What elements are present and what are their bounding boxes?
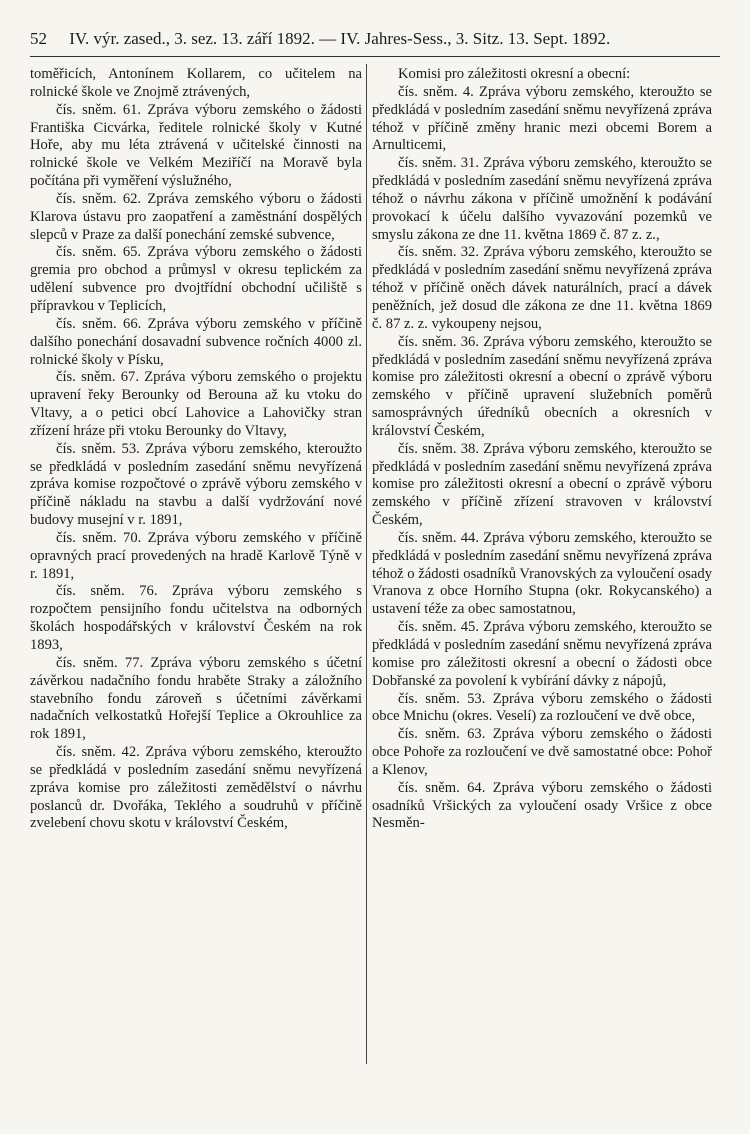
paragraph: čís. sněm. 61. Zpráva výboru zemského o žádosti Františka Cicvárka, ředitele rolnické školy v Kutné Hoře, aby mu léta ztrávená v učitelské činnosti na rolnické škole ve Velkém Meziříčí na Moravě byla počítána při vyměření výslužného, (30, 101, 362, 190)
paragraph: čís. sněm. 38. Zpráva výboru zemského, kteroužto se předkládá v posledním zasedání sněmu nevyřízená zpráva komise pro záležitosti okresní a obecní o zprávě výboru zemského v příčině zřízení stravoven v království Českém, (372, 440, 712, 529)
header-title-german: IV. Jahres-Sess., 3. Sitz. 13. Sept. 1892. (340, 29, 611, 48)
paragraph: toměřicích, Antonínem Kollarem, co učitelem na rolnické škole ve Znojmě ztrávených, (30, 66, 362, 100)
paragraph: čís. sněm. 31. Zpráva výboru zemského, kteroužto se předkládá v posledním zasedání sněmu nevyřízená zpráva téhož o návrhu zákona v příčině umožnění k podávání provokací k účelu dalšího vyvazování pozemků ve smyslu zákona ze dne 11. května 1869 č. 87 z. z., (372, 155, 712, 243)
paragraph: Komisi pro záležitosti okresní a obecní: (398, 66, 631, 82)
paragraph: čís. sněm. 66. Zpráva výboru zemského v příčině dalšího ponechání dosavadní subvence ročních 4000 zl. rolnické školy v Písku, (30, 315, 362, 368)
paragraph: čís. sněm. 63. Zpráva výboru zemského o žádosti obce Pohoře za rozloučení ve dvě samostatné obce: Pohoř a Klenov, (372, 726, 712, 778)
page-header (30, 22, 720, 57)
page-number: 52 (30, 29, 47, 48)
paragraph: čís. sněm. 65. Zpráva výboru zemského o žádosti gremia pro obchod a průmysl v okresu teplickém za udělení subvence pro dvojtřídní obchodní učiliště s přípravkou v Teplicích, (30, 244, 362, 314)
paragraph: čís. sněm. 62. Zpráva zemského výboru o žádosti Klarova ústavu pro zaopatření a zaměstnání dospělých slepců v Praze za další ponechání zemské subvence, (30, 190, 362, 243)
paragraph: čís. sněm. 45. Zpráva výboru zemského, kteroužto se předkládá v posledním zasedání sněmu nevyřízená zpráva komise pro záležitosti okresní a obecní o žádosti obce Dobřanské za povolení k vybírání dávky z nápojů, (372, 619, 712, 689)
paragraph: čís. sněm. 53. Zpráva výboru zemského, kteroužto se předkládá v posledním zasedání sněmu nevyřízená zpráva komise rozpočtové o zprávě výboru zemského v příčině nákladu na stavbu a další vydržování nové budovy musejní v r. 1891, (30, 440, 362, 529)
paragraph: čís. sněm. 53. Zpráva výboru zemského o žádosti obce Mnichu (okres. Veselí) za rozloučení ve dvě obce, (372, 690, 712, 725)
left-column (30, 66, 362, 833)
right-column (372, 66, 712, 833)
paragraph: čís. sněm. 64. Zpráva výboru zemského o žádosti osadníků Vršických za vyloučení osady Vršice z obce Nesměn- (372, 779, 712, 832)
paragraph: čís. sněm. 77. Zpráva výboru zemského s účetní závěrkou nadačního fondu hraběte Straky a záložního stavebního fondu zároveň s účetními závěrkami nadačních velkostatků Hořejší Teplice a Okrouhlice za rok 1891, (30, 654, 362, 743)
paragraph: čís. sněm. 44. Zpráva výboru zemského, kteroužto se předkládá v posledním zasedání sněmu nevyřízená zpráva téhož o žádosti osadníků Vranovských za vyloučení osady Vranova z obce Horního Stupna (okr. Rokycanského) a ustavení téže za obec samostatnou, (372, 529, 712, 618)
paragraph: čís. sněm. 70. Zpráva výboru zemského v příčině opravných prací provedených na hradě Karlově Týně v r. 1891, (30, 529, 362, 582)
paragraph: čís. sněm. 32. Zpráva výboru zemského, kteroužto se předkládá v posledním zasedání sněmu nevyřízená zpráva téhož v příčině oněch dávek naturálních, prací a dávek peněžních, jež dosud dle zákona ze dne 11. května 1869 č. 87 z. z. vykoupeny nejsou, (372, 244, 712, 332)
paragraph: čís. sněm. 67. Zpráva výboru zemského o projektu upravení řeky Berounky od Berouna až ku vtoku do Vltavy, a o petici obcí Lahovice a Lahovičky stran zřízení hráze při vtoku Berounky do Vltavy, (30, 369, 362, 439)
paragraph: čís. sněm. 36. Zpráva výboru zemského, kteroužto se předkládá v posledním zasedání sněmu nevyřízená zpráva komise pro záležitosti okresní a obecní o zprávě výboru zemského v příčině upravení služebních poměrů samosprávných úředníků obecních a okresních v království Českém, (372, 333, 712, 439)
paragraph: čís. sněm. 76. Zpráva výboru zemského s rozpočtem pensijního fondu učitelstva na odborných školách hospodářských v království Českém na rok 1893, (30, 583, 362, 653)
header-title-czech: IV. výr. zased., 3. sez. 13. září 1892. — (69, 29, 337, 48)
paragraph: čís. sněm. 42. Zpráva výboru zemského, kteroužto se předkládá v posledním zasedání sněmu nevyřízená zpráva komise pro záležitosti zemědělství o návrhu poslanců dr. Dvořáka, Teklého a soudruhů v příčině zvelebení chovu skotu v království Českém, (30, 744, 362, 832)
paragraph: čís. sněm. 4. Zpráva výboru zemského, kteroužto se předkládá v posledním zasedání sněmu nevyřízená zpráva téhož v příčině změny hranic mezi obcemi Borem a Arnulticemi, (372, 83, 712, 154)
column-divider (366, 64, 367, 1064)
